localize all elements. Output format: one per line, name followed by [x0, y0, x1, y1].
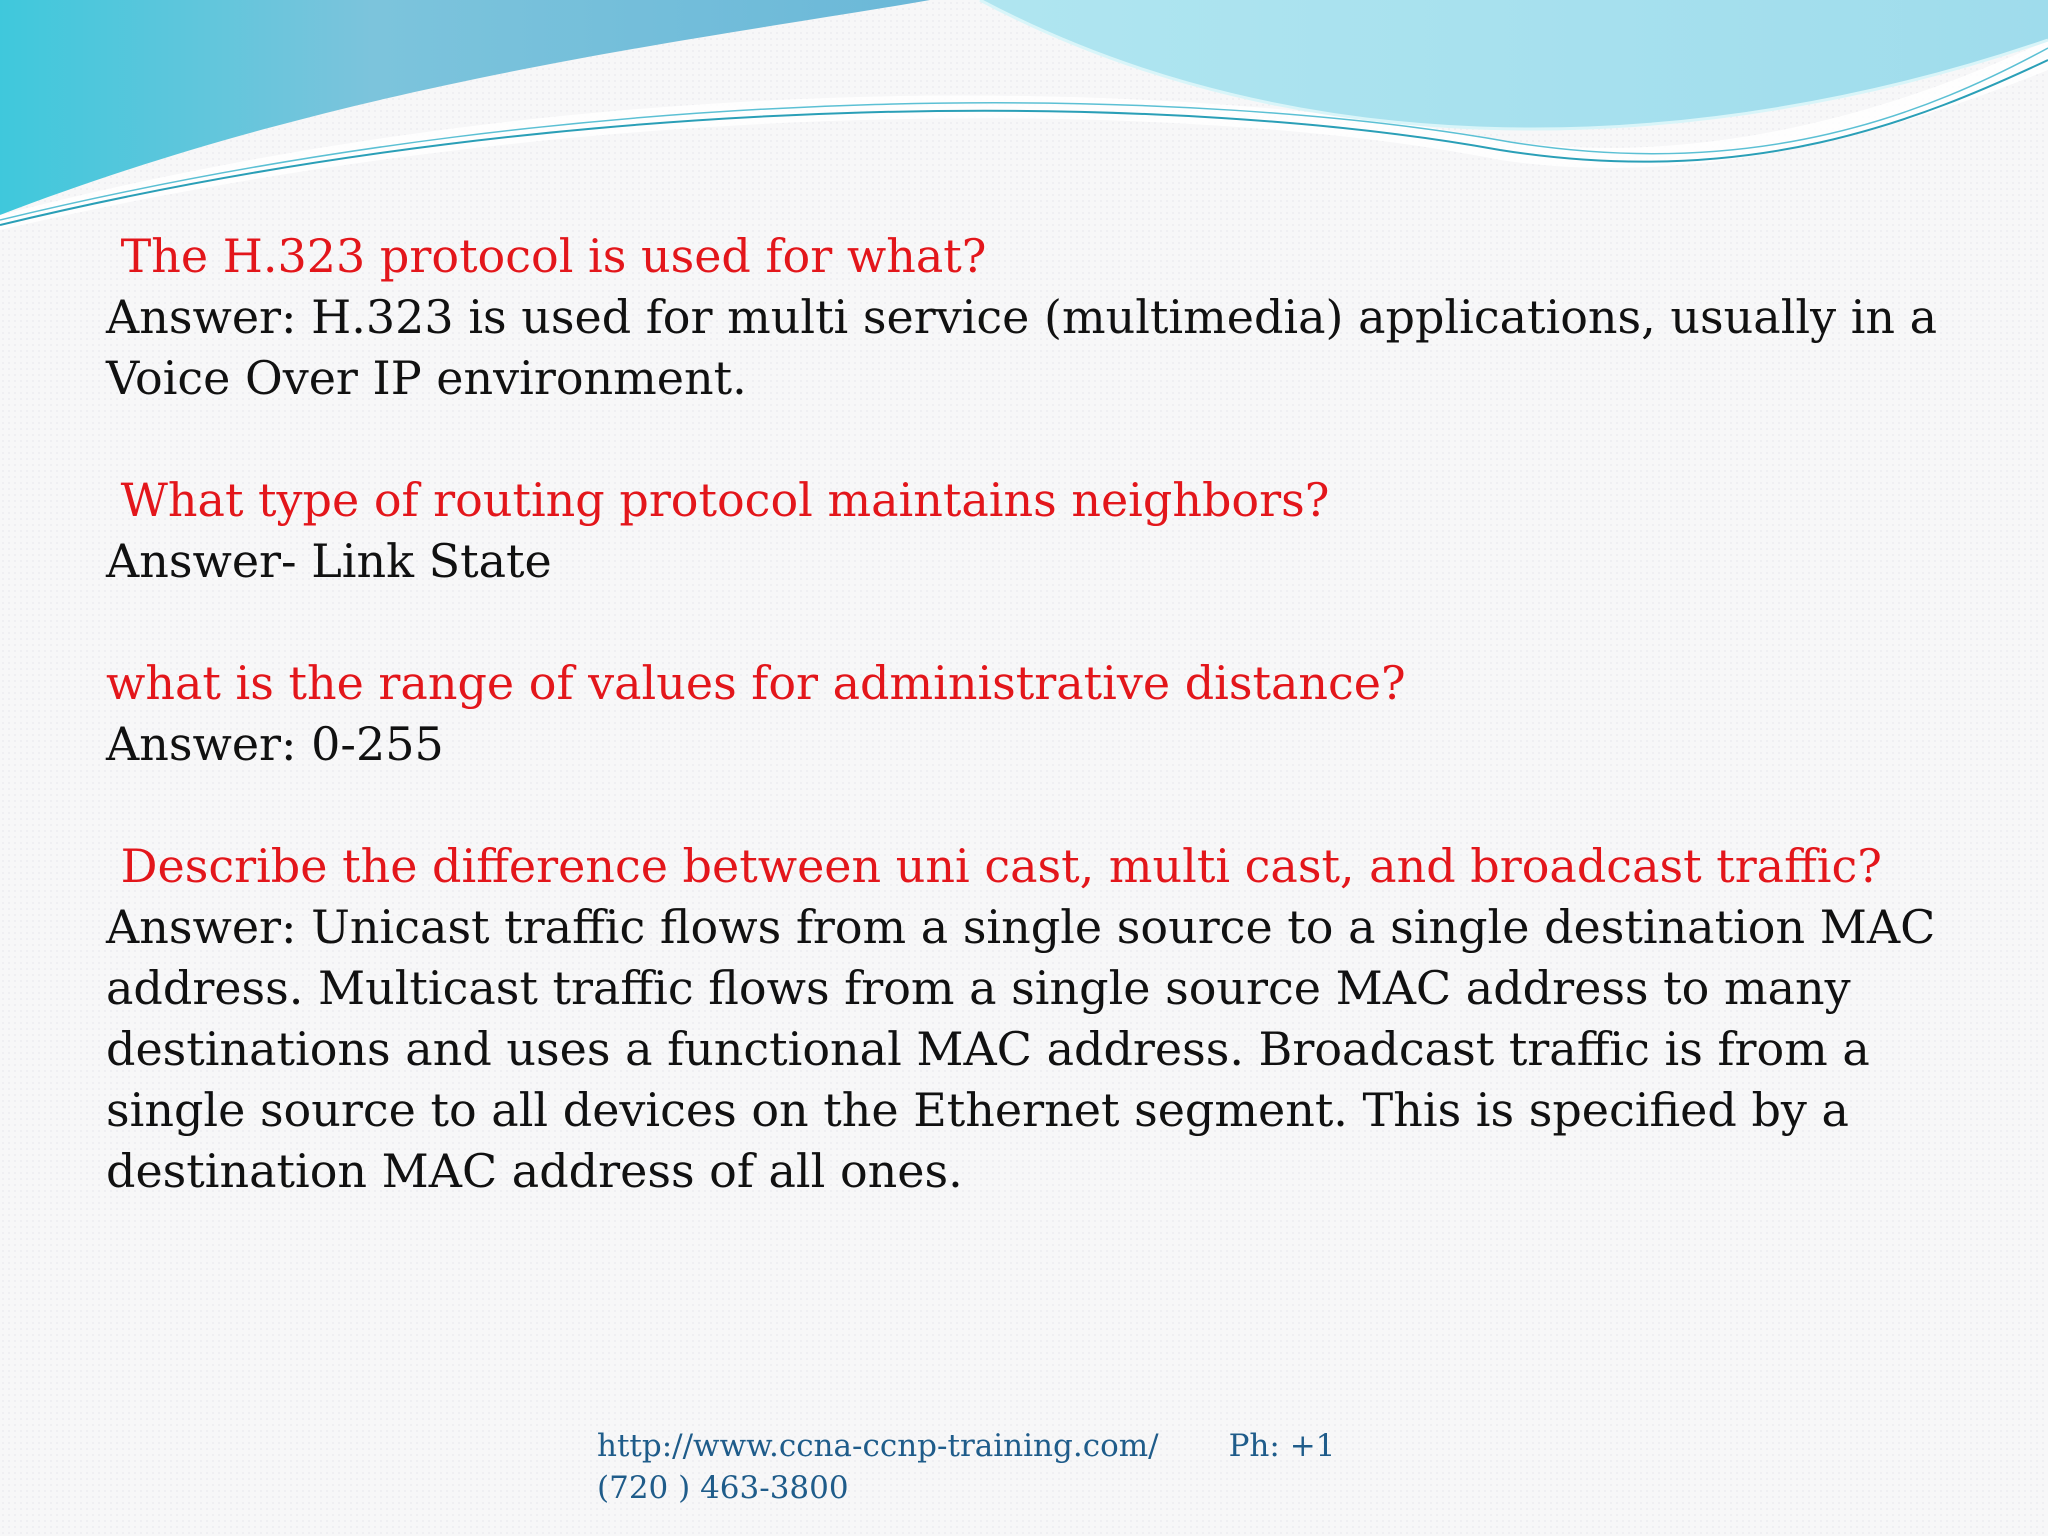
qa-item: [106, 470, 1986, 592]
answer-text: Answer- Link State: [106, 534, 552, 588]
header-wave-decoration: [0, 0, 2048, 240]
answer-text: Answer: 0-255: [106, 717, 444, 771]
qa-content: [106, 226, 1986, 1263]
question-text: What type of routing protocol maintains neighbors?: [106, 473, 1330, 527]
footer: [597, 1425, 1417, 1509]
answer-text: Answer: Unicast traffic flows from a single source to a single destination MAC address. Multicast traffic flows from a single source MAC address to many destinations and uses a functional MAC address. Broadcast traffic is from a single source to all devices on the Ethernet segment. This is specified by a destination MAC address of all ones.: [106, 900, 1936, 1198]
question-text: The H.323 protocol is used for what?: [106, 229, 987, 283]
question-text: Describe the difference between uni cast, multi cast, and broadcast traffic?: [106, 839, 1882, 893]
footer-url-link[interactable]: http://www.ccna-ccnp-training.com/: [597, 1428, 1159, 1464]
footer-phone-number: (720 ) 463-3800: [597, 1470, 849, 1506]
qa-item: [106, 653, 1986, 775]
qa-item: [106, 836, 1986, 1202]
question-text: what is the range of values for administrative distance?: [106, 656, 1406, 710]
footer-phone-prefix: Ph: +1: [1228, 1428, 1336, 1464]
qa-item: [106, 226, 1986, 409]
answer-text: Answer: H.323 is used for multi service (multimedia) applications, usually in a Voice Over IP environment.: [106, 290, 1938, 405]
